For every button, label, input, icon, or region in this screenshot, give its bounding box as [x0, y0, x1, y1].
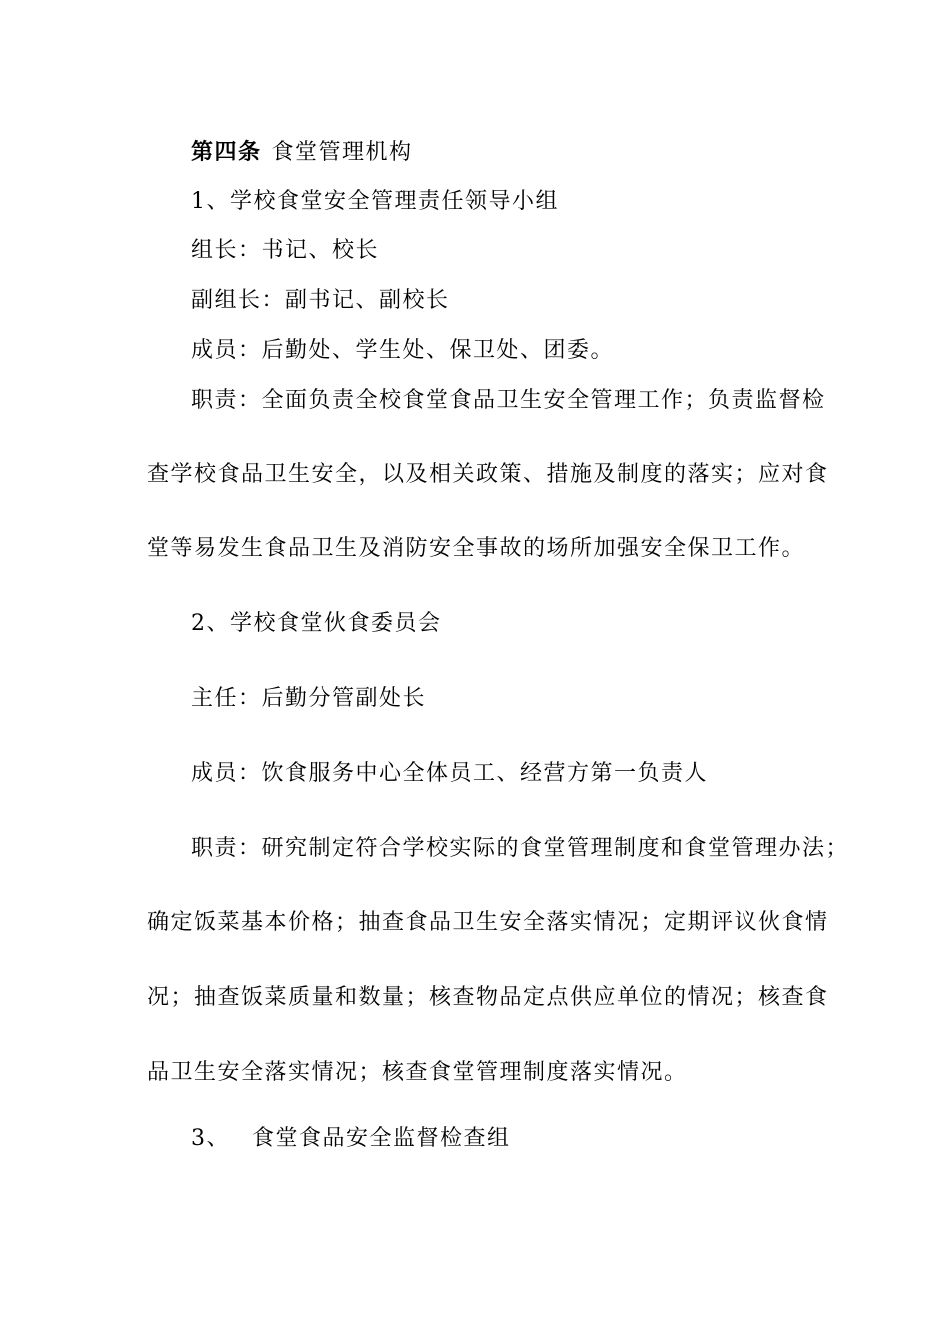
section1-duties-line2: 查学校食品卫生安全，以及相关政策、措施及制度的落实；应对食: [147, 462, 829, 487]
section2-heading: 2、学校食堂伙食委员会: [191, 611, 442, 636]
article-heading: [191, 137, 413, 168]
section1-leader: 组长：书记、校长: [191, 238, 380, 263]
section3-number: 3、: [191, 1126, 230, 1151]
section1-heading: 1、学校食堂安全管理责任领导小组: [191, 189, 559, 214]
section1-members: 成员：后勤处、学生处、保卫处、团委。: [191, 338, 615, 363]
section3-heading: [191, 1124, 511, 1154]
section2-members: 成员：饮食服务中心全体员工、经营方第一负责人: [191, 761, 709, 786]
section3-title: 食堂食品安全监督检查组: [252, 1126, 511, 1151]
section2-duties-line2: 确定饭菜基本价格；抽查食品卫生安全落实情况；定期评议伙食情: [147, 910, 829, 935]
article-title: 食堂管理机构: [271, 140, 413, 165]
section1-duties-line3: 堂等易发生食品卫生及消防安全事故的场所加强安全保卫工作。: [147, 536, 806, 561]
section2-director: 主任：后勤分管副处长: [191, 686, 427, 711]
section1-duties-line1: 职责：全面负责全校食堂食品卫生安全管理工作；负责监督检: [191, 388, 826, 413]
section2-duties-line3: 况；抽查饭菜质量和数量；核查物品定点供应单位的情况；核查食: [147, 985, 829, 1010]
article-number: 第四条: [191, 139, 262, 165]
section1-deputy: 副组长：副书记、副校长: [191, 288, 450, 313]
section2-duties-line1: 职责：研究制定符合学校实际的食堂管理制度和食堂管理办法；: [191, 836, 850, 861]
section2-duties-line4: 品卫生安全落实情况；核查食堂管理制度落实情况。: [147, 1060, 688, 1085]
